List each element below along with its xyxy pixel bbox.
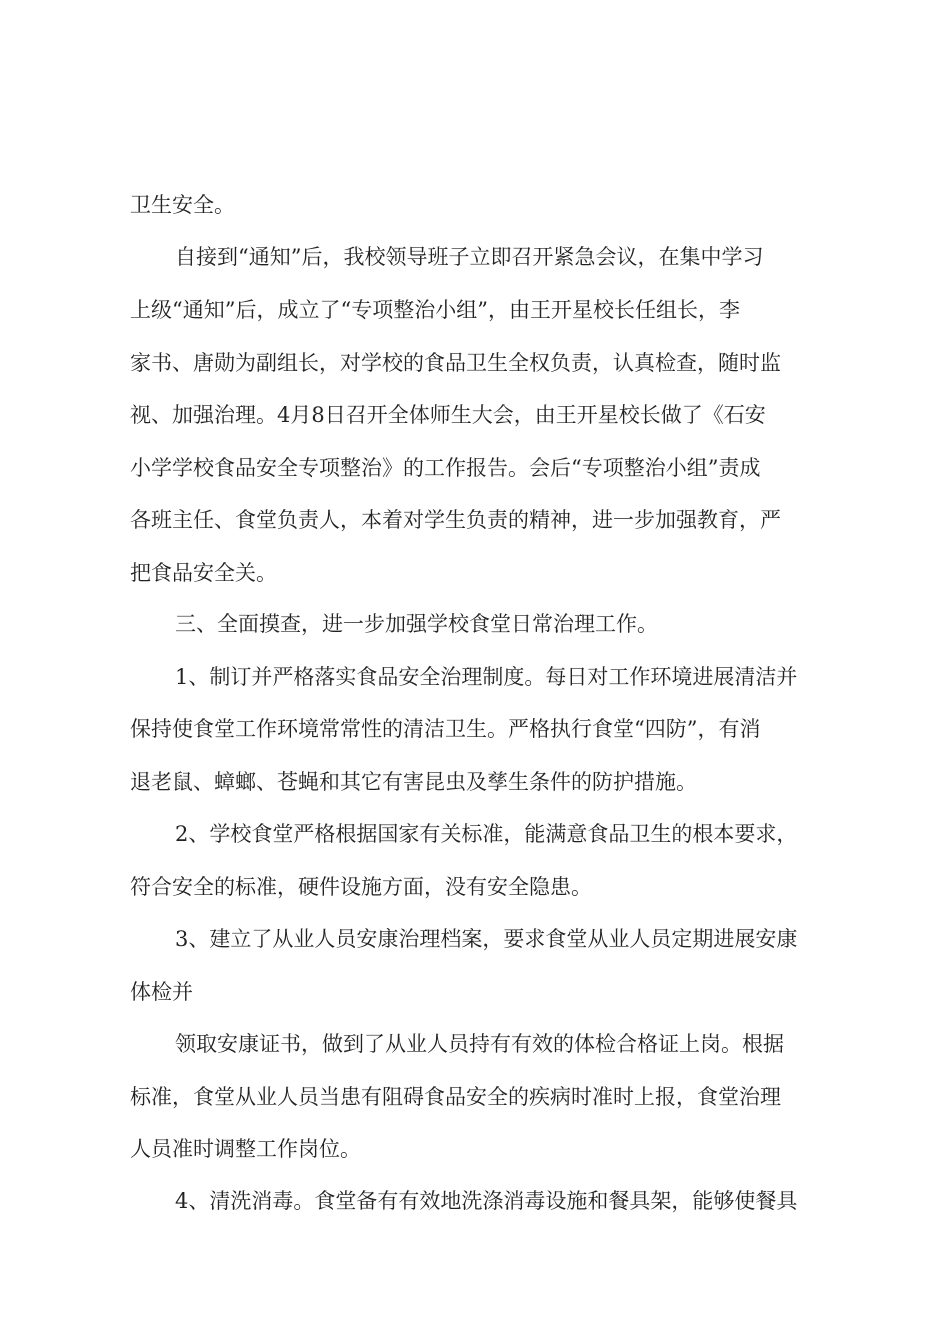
text-line: 把食品安全关。 — [130, 561, 277, 585]
text-line: 上级“通知”后，成立了“专项整治小组”，由王开星校长任组长，李 — [130, 298, 740, 322]
text-line: 视、加强治理。4月8日召开全体师生大会，由王开星校长做了《石安 — [130, 403, 766, 427]
text-line: 退老鼠、蟑螂、苍蝇和其它有害昆虫及孳生条件的防护措施。 — [130, 770, 697, 794]
text-line: 小学学校食品安全专项整治》的工作报告。会后“专项整治小组”责成 — [130, 456, 761, 480]
text-line: 体检并 — [130, 980, 193, 1004]
text-line: 卫生安全。 — [130, 193, 235, 217]
text-line: 人员准时调整工作岗位。 — [130, 1137, 361, 1161]
paragraph-first-line: 4、清洗消毒。食堂备有有效地洗涤消毒设施和餐具架，能够使餐具 — [175, 1189, 798, 1213]
paragraph-first-line: 2、学校食堂严格根据国家有关标准，能满意食品卫生的根本要求， — [175, 822, 798, 846]
text-line: 符合安全的标准，硬件设施方面，没有安全隐患。 — [130, 875, 592, 899]
text-line: 各班主任、食堂负责人，本着对学生负责的精神，进一步加强教育，严 — [130, 508, 781, 532]
paragraph-first-line: 领取安康证书，做到了从业人员持有有效的体检合格证上岗。根据 — [175, 1032, 784, 1056]
text-line: 家书、唐勋为副组长，对学校的食品卫生全权负责，认真检查，随时监 — [130, 351, 781, 375]
section-heading: 三、全面摸查，进一步加强学校食堂日常治理工作。 — [175, 612, 658, 636]
text-line: 保持使食堂工作环境常常性的清洁卫生。严格执行食堂“四防”，有消 — [130, 717, 761, 741]
paragraph-first-line: 1、制订并严格落实食品安全治理制度。每日对工作环境进展清洁并 — [175, 665, 798, 689]
text-line: 标准，食堂从业人员当患有阻碍食品安全的疾病时准时上报，食堂治理 — [130, 1085, 781, 1109]
paragraph-first-line: 3、建立了从业人员安康治理档案，要求食堂从业人员定期进展安康 — [175, 927, 798, 951]
paragraph-first-line: 自接到“通知”后，我校领导班子立即召开紧急会议，在集中学习 — [175, 245, 764, 269]
